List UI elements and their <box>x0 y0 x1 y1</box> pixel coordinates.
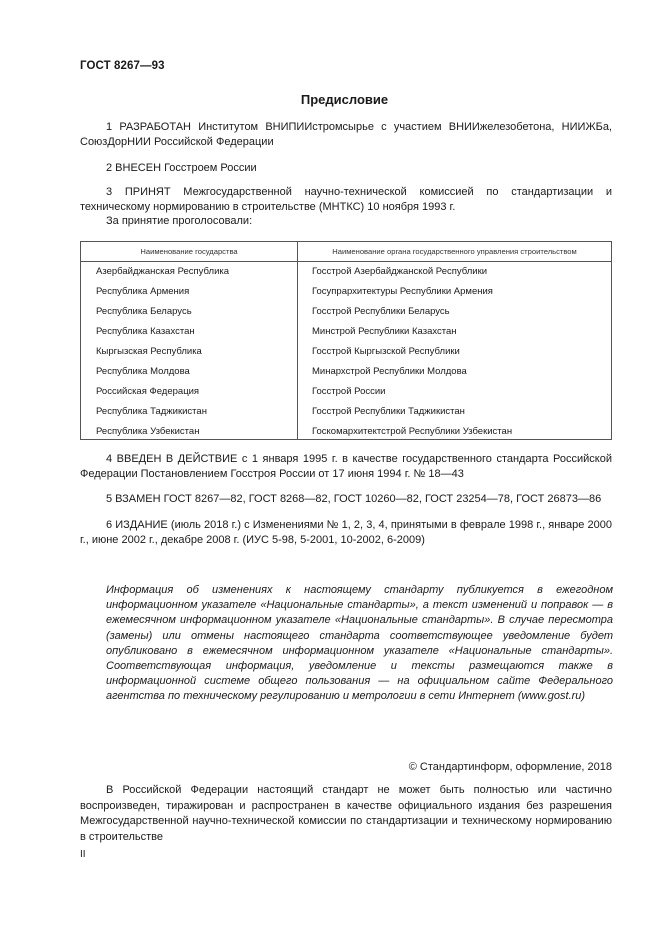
table-header-state: Наименование государства <box>140 247 238 256</box>
section-developed <box>80 120 612 150</box>
section-adopted <box>80 185 612 215</box>
table-row <box>81 383 611 403</box>
table-row <box>81 403 611 423</box>
section-replaces <box>80 492 612 507</box>
table-cell-authority: Минархстрой Республики Молдова <box>312 366 467 377</box>
table-cell-state: Азербайджанская Республика <box>96 266 230 277</box>
table-cell-state: Республика Беларусь <box>96 306 192 317</box>
reproduction-notice <box>80 783 612 845</box>
section-edition <box>80 518 612 548</box>
section-introduced <box>80 161 612 176</box>
section-in-force <box>80 452 612 482</box>
section-replaces-text: 5 ВЗАМЕН ГОСТ 8267—82, ГОСТ 8268—82, ГОСТ 10260—82, ГОСТ 23254—78, ГОСТ 26873—86 <box>106 493 602 505</box>
section-edition-text: 6 ИЗДАНИЕ (июль 2018 г.) с Изменениями № 1, 2, 3, 4, принятыми в феврале 1998 г., январе 2000 г., июне 2002 г., декабре 2008 г. (ИУС 5-98, 5-2001, 10-2002, 6-2009) <box>80 519 612 546</box>
table-row <box>81 263 611 283</box>
table-cell-state: Республика Узбекистан <box>96 426 200 437</box>
table-cell-authority: Минстрой Республики Казахстан <box>312 326 457 337</box>
table-cell-state: Российская Федерация <box>96 386 200 397</box>
voted-label: За принятие проголосовали: <box>106 215 253 227</box>
table-cell-state: Кыргызская Республика <box>96 346 202 357</box>
table-cell-authority: Госстрой Республики Беларусь <box>312 306 450 317</box>
table-cell-authority: Госупрархитектуры Республики Армения <box>312 286 493 297</box>
table-cell-state: Республика Молдова <box>96 366 190 377</box>
table-row <box>81 323 611 343</box>
table-header-authority: Наименование органа государственного управления строительством <box>332 247 577 256</box>
table-cell-state: Республика Казахстан <box>96 326 195 337</box>
table-row <box>81 363 611 383</box>
table-row <box>81 423 611 443</box>
table-cell-authority: Госстрой Республики Таджикистан <box>312 406 465 417</box>
table-row <box>81 303 611 323</box>
table-header <box>81 242 611 262</box>
table-cell-authority: Госстрой России <box>312 386 386 397</box>
changes-information-notice: Информация об изменениях к настоящему стандарту публикуется в ежегодном информационном указателе «Национальные стандарты», а текст изменений и поправок — в ежемесячном информационном указателе «Национальные стандарты». В случае пересмотра (замены) или отмены настоящего стандарта соответствующее уведомление будет опубликовано в ежемесячном информационном указателе «Национальные стандарты». Соответствующая информация, уведомление и тексты размещаются также в информационной системе общего пользования — на официальном сайте Федерального агентства по техническому регулированию и метрологии в сети Интернет (www.gost.ru) <box>106 584 613 703</box>
table-cell-state: Республика Таджикистан <box>96 406 207 417</box>
table-cell-authority: Госкомархитектстрой Республики Узбекистан <box>312 426 513 437</box>
table-cell-authority: Госстрой Кыргызской Республики <box>312 346 460 357</box>
section-developed-text: 1 РАЗРАБОТАН Институтом ВНИПИИстромсырье с участием ВНИИжелезобетона, НИИЖБа, СоюзДорНИИ Российской Федерации <box>80 121 612 148</box>
section-in-force-text: 4 ВВЕДЕН В ДЕЙСТВИЕ с 1 января 1995 г. в качестве государственного стандарта Российской Федерации Постановлением Госстроя России от 17 июня 1994 г. № 18—43 <box>80 453 612 480</box>
section-adopted-text: 3 ПРИНЯТ Межгосударственной научно-технической комиссией по стандартизации и техническому нормированию в строительстве (МНТКС) 10 ноября 1993 г. <box>80 186 612 213</box>
table-row <box>81 283 611 303</box>
table-cell-authority: Госстрой Азербайджанской Республики <box>312 266 488 277</box>
document-code: ГОСТ 8267—93 <box>80 60 165 72</box>
page-title-text: Предисловие <box>300 92 389 107</box>
table-cell-state: Республика Армения <box>96 286 190 297</box>
page-title <box>0 92 661 107</box>
page-number: II <box>80 849 86 860</box>
reproduction-notice-text: В Российской Федерации настоящий стандарт не может быть полностью или частично воспроизведен, тиражирован и распространен в качестве официального издания без разрешения Межгосударственной научно-технической комиссии по стандартизации и техническому нормированию в строительстве <box>80 784 612 843</box>
table-row <box>81 343 611 363</box>
section-introduced-text: 2 ВНЕСЕН Госстроем России <box>106 162 257 174</box>
member-states-table <box>80 241 612 440</box>
copyright-line: © Стандартинформ, оформление, 2018 <box>408 761 612 773</box>
